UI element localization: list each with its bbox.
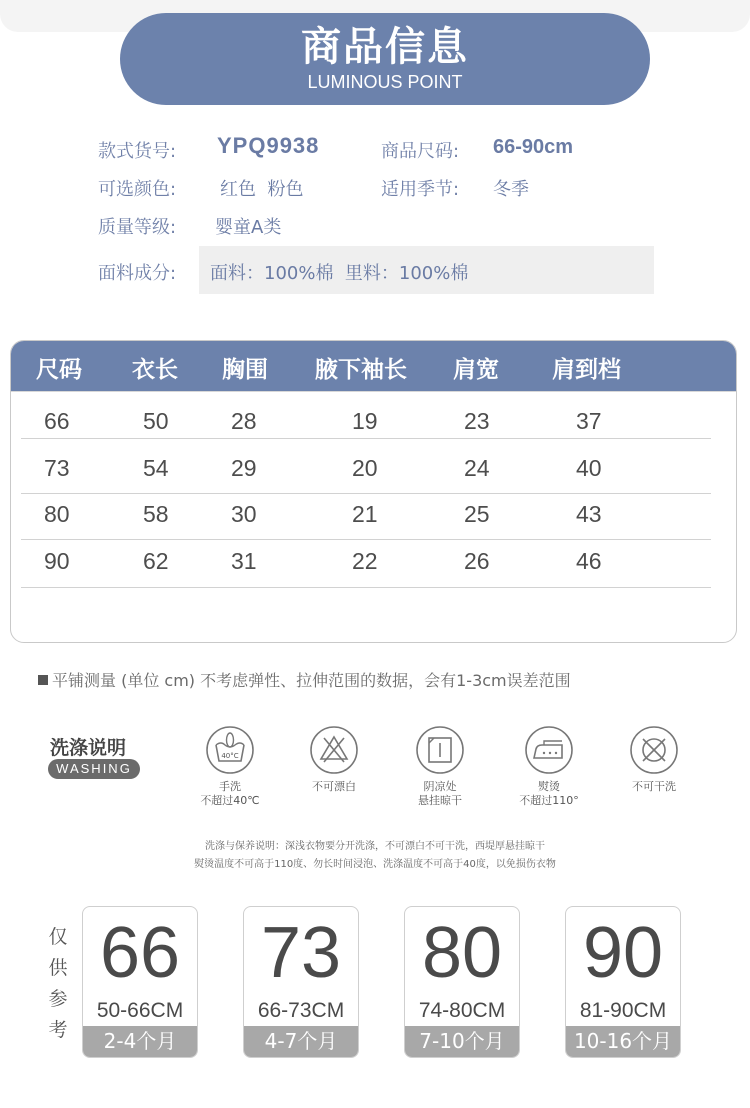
iron-label <box>507 780 591 808</box>
fabric-value: 面料：100%棉 里料：100%棉 <box>210 263 469 284</box>
no-bleach-label <box>292 780 376 794</box>
table-cell: 66 <box>44 408 70 434</box>
hand-wash-line2: 不超过40℃ <box>200 794 260 807</box>
fabric-label: 面料成分: <box>98 263 177 284</box>
hand-wash-label <box>188 780 272 808</box>
care-instructions-line2: 熨烫温度不可高于110度、勿长时间浸泡、洗涤温度不可高于40度，以免损伤衣物 <box>194 859 556 870</box>
grade-value: 婴童A类 <box>215 217 282 238</box>
table-cell: 21 <box>352 501 378 527</box>
col-header-size: 尺码 <box>36 357 82 383</box>
size-card-range: 66-73CM <box>257 999 345 1022</box>
shade-hang-dry-label <box>398 780 482 808</box>
no-dry-clean-icon <box>629 725 679 775</box>
header-banner <box>120 13 650 105</box>
season-value: 冬季 <box>493 179 529 200</box>
table-cell: 28 <box>231 408 257 434</box>
size-card-66 <box>82 906 198 1058</box>
washing-title: 洗涤说明 <box>50 737 127 759</box>
hand-wash-icon <box>205 725 255 775</box>
shade-hang-dry-icon <box>415 725 465 775</box>
table-cell: 62 <box>143 548 169 574</box>
reference-side-label <box>46 922 70 1046</box>
color-label: 可选颜色: <box>98 179 177 200</box>
shade-hang-dry-line1: 阴凉处 <box>423 780 457 793</box>
table-cell: 20 <box>352 455 378 481</box>
side-label-char: 参 <box>48 988 68 1010</box>
table-cell: 19 <box>352 408 378 434</box>
page-subtitle: LUMINOUS POINT <box>307 72 463 92</box>
iron-line1: 熨烫 <box>538 780 560 793</box>
col-header-sleeve: 腋下袖长 <box>315 357 407 383</box>
table-cell: 50 <box>143 408 169 434</box>
col-header-shoulder: 肩宽 <box>453 357 499 383</box>
no-dry-clean-label <box>612 780 696 794</box>
style-no-value: YPQ9938 <box>217 133 320 158</box>
hand-wash-badge: 40°C <box>221 752 239 760</box>
table-cell: 23 <box>464 408 490 434</box>
season-label: 适用季节: <box>381 179 460 200</box>
size-card-90 <box>565 906 681 1058</box>
size-card-number: 73 <box>260 913 342 993</box>
table-cell: 73 <box>44 455 70 481</box>
size-card-80 <box>404 906 520 1058</box>
table-cell: 43 <box>576 501 602 527</box>
table-cell: 26 <box>464 548 490 574</box>
size-card-range: 50-66CM <box>96 999 184 1022</box>
hand-wash-line1: 手洗 <box>219 780 241 793</box>
bullet-square-icon <box>38 675 48 685</box>
size-table <box>10 340 737 643</box>
measurement-note-text: 平铺测量 (单位 cm) 不考虑弹性、拉伸范围的数据，会有1-3cm误差范围 <box>52 671 571 690</box>
row-divider <box>21 539 711 540</box>
row-divider <box>21 587 711 588</box>
col-header-length: 衣长 <box>132 357 178 383</box>
measurement-note <box>38 668 571 691</box>
no-bleach-icon <box>309 725 359 775</box>
table-cell: 58 <box>143 501 169 527</box>
size-label: 商品尺码: <box>381 141 460 162</box>
table-cell: 24 <box>464 455 490 481</box>
size-card-number: 66 <box>99 913 181 993</box>
care-instructions-line1: 洗涤与保养说明：深浅衣物要分开洗涤，不可漂白不可干洗，西堤厚悬挂晾干 <box>205 841 545 852</box>
grade-label: 质量等级: <box>98 217 177 238</box>
shade-hang-dry-line2: 悬挂晾干 <box>418 794 462 807</box>
no-dry-clean-line1: 不可干洗 <box>632 780 676 793</box>
color-value: 红色 粉色 <box>220 179 304 200</box>
size-card-range: 74-80CM <box>418 999 506 1022</box>
row-divider <box>21 493 711 494</box>
no-bleach-line1: 不可漂白 <box>312 780 356 793</box>
page-title: 商品信息 <box>301 24 469 70</box>
table-cell: 90 <box>44 548 70 574</box>
iron-line2: 不超过110° <box>519 794 579 807</box>
table-cell: 80 <box>44 501 70 527</box>
side-label-char: 供 <box>48 957 68 979</box>
size-card-number: 90 <box>582 913 664 993</box>
size-card-age: 4-7个月 <box>244 1026 358 1057</box>
size-card-number: 80 <box>421 913 503 993</box>
table-cell: 31 <box>231 548 257 574</box>
table-cell: 54 <box>143 455 169 481</box>
table-cell: 37 <box>576 408 602 434</box>
table-cell: 46 <box>576 548 602 574</box>
table-cell: 22 <box>352 548 378 574</box>
size-card-range: 81-90CM <box>579 999 667 1022</box>
row-divider <box>21 438 711 439</box>
side-label-char: 考 <box>48 1019 68 1041</box>
col-header-shoulder-to-crotch: 肩到档 <box>552 357 621 383</box>
size-card-age: 2-4个月 <box>83 1026 197 1057</box>
size-card-age: 7-10个月 <box>405 1026 519 1057</box>
style-no-label: 款式货号: <box>98 141 177 162</box>
iron-icon <box>524 725 574 775</box>
table-cell: 30 <box>231 501 257 527</box>
size-value: 66-90cm <box>493 136 574 158</box>
washing-subtitle: WASHING <box>48 759 140 779</box>
table-cell: 40 <box>576 455 602 481</box>
table-cell: 29 <box>231 455 257 481</box>
size-table-header <box>11 341 736 392</box>
side-label-char: 仅 <box>48 926 68 948</box>
size-card-73 <box>243 906 359 1058</box>
table-cell: 25 <box>464 501 490 527</box>
col-header-chest: 胸围 <box>222 357 268 383</box>
size-card-age: 10-16个月 <box>566 1026 680 1057</box>
